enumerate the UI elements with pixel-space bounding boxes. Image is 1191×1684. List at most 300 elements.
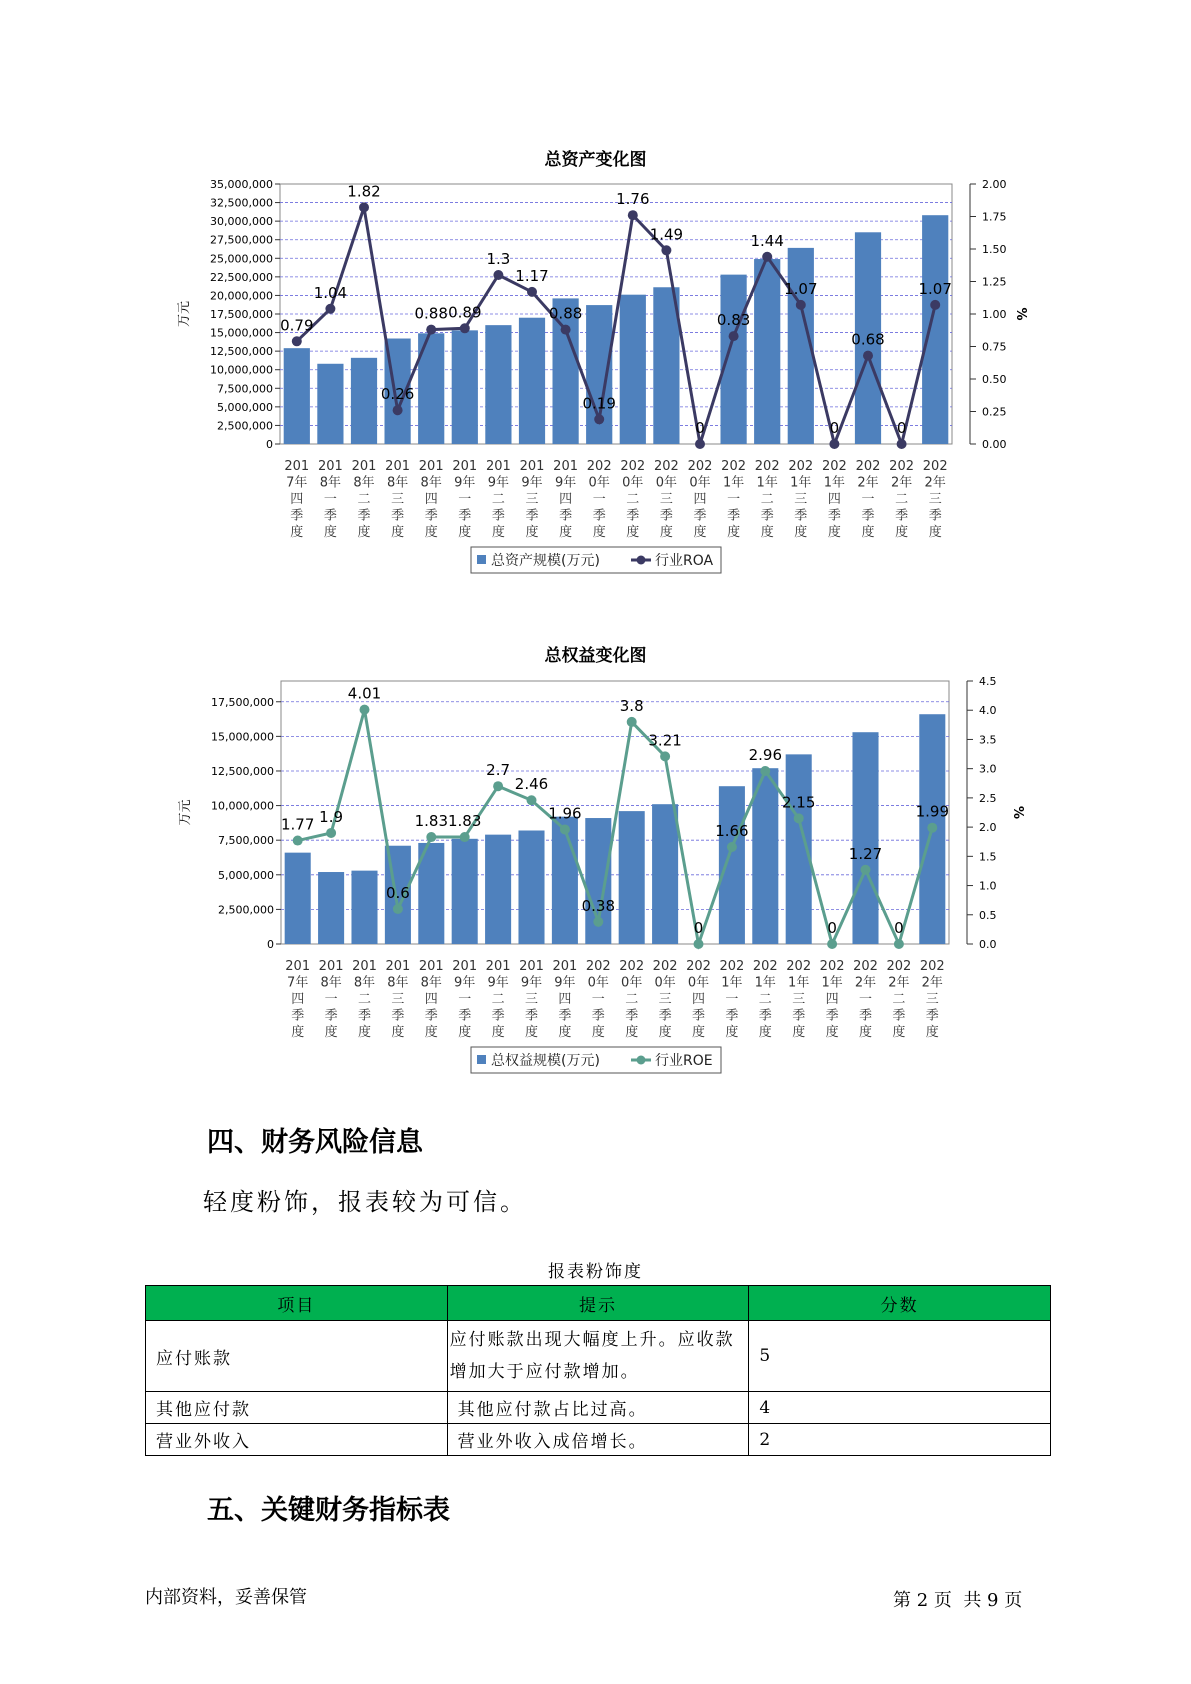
- x-tick-label: 度: [794, 525, 808, 540]
- x-tick-label: 201: [418, 459, 444, 474]
- data-label: 0: [695, 419, 705, 437]
- row-item: 营业外收入: [146, 1424, 448, 1456]
- y-tick-label: 2,500,000: [217, 419, 273, 433]
- line-point: [527, 287, 537, 297]
- x-tick-label: 201: [552, 959, 578, 974]
- x-tick-label: 2年: [921, 975, 943, 991]
- bar: [720, 275, 746, 444]
- row-score: 2: [749, 1424, 1051, 1456]
- x-tick-label: 三: [658, 992, 672, 1007]
- x-tick-label: 202: [652, 959, 678, 974]
- x-tick-label: 季: [861, 508, 875, 524]
- bar: [284, 348, 310, 444]
- bar: [485, 325, 511, 444]
- x-tick-label: 一: [591, 992, 605, 1007]
- data-label: 0.68: [851, 330, 885, 349]
- bar: [922, 215, 948, 444]
- y-tick-label: 10,000,000: [210, 363, 273, 377]
- x-tick-label: 一: [861, 492, 875, 507]
- y-tick-label: 27,500,000: [210, 233, 273, 247]
- data-label: 1.77: [280, 815, 315, 834]
- line-point: [729, 331, 739, 341]
- y-tick-label: 15,000,000: [210, 326, 273, 340]
- x-tick-label: 度: [659, 525, 673, 540]
- x-tick-label: 9年: [487, 975, 509, 991]
- data-label: 0.6: [385, 883, 410, 902]
- section4-heading: 四、财务风险信息: [207, 1127, 423, 1158]
- x-tick-label: 度: [591, 1025, 605, 1040]
- x-tick-label: 1年: [821, 975, 843, 991]
- data-label: 0: [827, 919, 837, 937]
- line-point: [695, 439, 705, 449]
- y2-tick-label: 1.25: [982, 275, 1007, 289]
- bar: [754, 259, 780, 444]
- chart2-title: 总权益变化图: [544, 646, 647, 666]
- bar: [552, 817, 578, 944]
- x-tick-label: 季: [658, 1008, 672, 1024]
- line-point: [527, 795, 537, 805]
- bar: [318, 872, 344, 944]
- x-tick-label: 四: [691, 992, 706, 1007]
- data-label: 1.83: [414, 812, 449, 831]
- line-point: [760, 766, 770, 776]
- data-label: 1.27: [848, 844, 883, 863]
- line-point: [927, 823, 937, 833]
- x-tick-label: 季: [524, 1008, 539, 1024]
- x-tick-label: 0年: [588, 475, 610, 491]
- line-point: [593, 917, 603, 927]
- line-point: [393, 405, 403, 415]
- x-tick-label: 二: [760, 492, 774, 507]
- line-point: [493, 781, 503, 791]
- row-hint: 应付账款出现大幅度上升。应收款增加大于应付款增加。: [447, 1321, 749, 1392]
- x-tick-label: 0年: [655, 475, 678, 491]
- bar: [518, 830, 544, 944]
- line-point: [661, 245, 671, 255]
- x-tick-label: 度: [626, 525, 640, 540]
- header-item: 项目: [146, 1286, 448, 1321]
- y-tick-label: 5,000,000: [218, 868, 274, 882]
- x-tick-label: 一: [727, 492, 741, 507]
- bar: [485, 835, 511, 944]
- line-point: [460, 323, 470, 333]
- x-tick-label: 2年: [857, 475, 879, 491]
- x-tick-label: 201: [385, 959, 411, 974]
- legend-label-line: 行业ROE: [655, 1053, 713, 1069]
- row-score: 4: [749, 1392, 1051, 1424]
- x-tick-label: 度: [491, 1025, 505, 1040]
- data-label: 1.3: [486, 250, 511, 268]
- x-tick-label: 201: [285, 959, 311, 974]
- x-tick-label: 202: [586, 459, 612, 474]
- x-tick-label: 四: [559, 492, 573, 507]
- y-tick-label: 7,500,000: [218, 834, 274, 848]
- x-tick-label: 三: [659, 492, 673, 507]
- line-point: [325, 304, 335, 314]
- x-tick-label: 度: [357, 525, 371, 540]
- table-row: [146, 1321, 1051, 1392]
- x-tick-label: 季: [592, 508, 606, 524]
- data-label: 1.96: [548, 804, 582, 823]
- data-label: 2.46: [514, 775, 549, 794]
- x-tick-label: 202: [754, 459, 780, 474]
- line-point: [326, 828, 336, 838]
- x-tick-label: 1年: [756, 475, 778, 491]
- x-tick-label: 9年: [554, 475, 577, 491]
- y2-tick-label: 1.00: [982, 308, 1007, 321]
- x-tick-label: 0年: [687, 975, 710, 991]
- x-tick-label: 四: [827, 492, 841, 507]
- y2-tick-label: 1.0: [979, 879, 997, 893]
- x-tick-label: 三: [792, 992, 806, 1007]
- section5-heading: 五、关键财务指标表: [207, 1495, 450, 1526]
- x-tick-label: 8年: [320, 975, 342, 991]
- x-tick-label: 季: [424, 1008, 438, 1024]
- x-tick-label: 202: [819, 959, 845, 974]
- data-label: 0.88: [414, 304, 448, 323]
- x-tick-label: 季: [591, 1008, 605, 1024]
- x-tick-label: 2年: [890, 475, 913, 491]
- data-label: 0.88: [548, 304, 583, 323]
- x-tick-label: 季: [424, 508, 438, 524]
- data-label: 3.8: [619, 696, 644, 715]
- x-tick-label: 201: [317, 459, 343, 474]
- y2-tick-label: 0.75: [982, 340, 1007, 354]
- x-tick-label: 度: [524, 1025, 539, 1040]
- y2-axis-label: %: [1013, 307, 1028, 321]
- y2-tick-label: 0.00: [982, 438, 1007, 451]
- data-label: 1.82: [347, 182, 381, 201]
- x-tick-label: 季: [323, 508, 337, 524]
- x-tick-label: 季: [558, 1008, 572, 1024]
- x-tick-label: 一: [725, 992, 739, 1007]
- x-tick-label: 二: [357, 992, 372, 1007]
- data-label: 1.9: [319, 807, 344, 826]
- bar: [317, 364, 343, 444]
- y-tick-label: 12,500,000: [210, 345, 273, 359]
- data-label: 1.76: [616, 190, 650, 209]
- x-tick-label: 2年: [888, 975, 910, 991]
- y2-tick-label: 2.00: [982, 178, 1007, 191]
- line-point: [460, 832, 470, 842]
- x-tick-label: 度: [625, 1025, 639, 1040]
- x-tick-label: 度: [391, 1025, 405, 1040]
- x-tick-label: 8年: [353, 475, 375, 491]
- x-tick-label: 202: [786, 959, 812, 974]
- x-tick-label: 201: [352, 959, 377, 974]
- x-tick-label: 202: [721, 459, 747, 474]
- y-tick-label: 25,000,000: [210, 252, 273, 266]
- x-tick-label: 四: [291, 992, 305, 1007]
- total-assets-chart: [0, 170, 1191, 600]
- x-tick-label: 202: [886, 959, 912, 974]
- x-tick-label: 9年: [521, 475, 543, 491]
- x-tick-label: 7年: [287, 975, 309, 991]
- x-tick-label: 四: [290, 492, 304, 507]
- x-tick-label: 度: [458, 525, 472, 540]
- x-tick-label: 0年: [622, 475, 644, 491]
- x-tick-label: 201: [452, 459, 478, 474]
- data-label: 0.79: [280, 316, 314, 335]
- x-tick-label: 度: [424, 525, 438, 540]
- bar: [519, 318, 545, 444]
- x-tick-label: 季: [892, 1008, 906, 1024]
- y2-tick-label: 2.0: [979, 821, 997, 835]
- x-tick-label: 季: [858, 1008, 873, 1024]
- x-tick-label: 四: [424, 492, 438, 507]
- x-tick-label: 9年: [454, 975, 476, 991]
- x-tick-label: 0年: [689, 475, 711, 491]
- legend-swatch-bar: [477, 555, 486, 564]
- y-tick-label: 17,500,000: [211, 695, 274, 709]
- y-tick-label: 12,500,000: [211, 764, 274, 778]
- x-tick-label: 度: [424, 1025, 438, 1040]
- x-tick-label: 季: [827, 508, 841, 524]
- x-tick-label: 201: [418, 959, 444, 974]
- x-tick-label: 季: [925, 1008, 939, 1024]
- legend-label-line: 行业ROA: [655, 553, 714, 569]
- legend-label-bar: 总权益规模(万元): [491, 1053, 600, 1069]
- y-tick-label: 20,000,000: [210, 289, 273, 303]
- x-tick-label: 201: [553, 459, 579, 474]
- risk-table-caption: 报表粉饰度: [548, 1262, 643, 1282]
- data-label: 1.99: [915, 802, 950, 821]
- x-tick-label: 季: [626, 508, 640, 524]
- x-tick-label: 202: [889, 459, 915, 474]
- x-tick-label: 202: [919, 959, 945, 974]
- total-equity-chart: [0, 666, 1191, 1096]
- data-label: 1.44: [750, 231, 784, 250]
- y2-tick-label: 2.5: [979, 791, 997, 805]
- x-tick-label: 季: [794, 508, 808, 524]
- header-hint: 提示: [447, 1286, 749, 1321]
- line-point: [796, 300, 806, 310]
- x-tick-label: 三: [391, 992, 405, 1007]
- x-tick-label: 2年: [854, 975, 877, 991]
- x-tick-label: 季: [727, 508, 741, 524]
- x-tick-label: 三: [928, 492, 942, 507]
- data-label: 0: [894, 919, 904, 937]
- x-tick-label: 季: [760, 508, 774, 524]
- x-tick-label: 度: [758, 1025, 772, 1040]
- data-label: 1.49: [649, 225, 684, 244]
- x-tick-label: 四: [825, 992, 839, 1007]
- x-tick-label: 二: [626, 492, 640, 507]
- x-tick-label: 201: [318, 959, 344, 974]
- data-label: 3.21: [648, 731, 682, 750]
- x-tick-label: 201: [351, 459, 377, 474]
- x-tick-label: 201: [519, 459, 545, 474]
- data-label: 0.26: [380, 385, 415, 404]
- x-tick-label: 季: [758, 1008, 772, 1024]
- x-tick-label: 1年: [754, 975, 776, 991]
- line-point: [727, 842, 737, 852]
- y2-tick-label: 0.50: [982, 373, 1007, 386]
- y-tick-label: 32,500,000: [210, 196, 273, 210]
- row-score: 5: [749, 1321, 1051, 1392]
- line-point: [426, 325, 436, 335]
- x-tick-label: 季: [825, 1008, 839, 1024]
- x-tick-label: 季: [290, 508, 304, 524]
- y-tick-label: 15,000,000: [211, 730, 274, 744]
- x-tick-label: 度: [592, 525, 606, 540]
- x-tick-label: 一: [458, 492, 472, 507]
- x-tick-label: 二: [758, 992, 772, 1007]
- legend-label-bar: 总资产规模(万元): [491, 553, 600, 569]
- x-tick-label: 1年: [722, 475, 745, 491]
- footer-page-number: 第 2 页 共 9 页: [893, 1590, 1023, 1611]
- y-tick-label: 2,500,000: [218, 903, 274, 917]
- y-tick-label: 10,000,000: [211, 799, 274, 813]
- line-point: [762, 252, 772, 262]
- y-tick-label: 17,500,000: [210, 308, 273, 321]
- header-score: 分数: [749, 1286, 1051, 1321]
- x-tick-label: 9年: [487, 475, 510, 491]
- x-tick-label: 度: [861, 525, 875, 540]
- line-point: [627, 717, 637, 727]
- x-tick-label: 季: [928, 508, 942, 524]
- x-tick-label: 度: [290, 525, 304, 540]
- y-tick-label: 35,000,000: [210, 178, 273, 191]
- x-tick-label: 二: [491, 492, 505, 507]
- data-label: 1.04: [313, 283, 348, 302]
- x-tick-label: 度: [559, 525, 573, 540]
- x-tick-label: 度: [727, 525, 741, 540]
- x-tick-label: 季: [693, 508, 707, 524]
- risk-table: [145, 1285, 1051, 1456]
- x-tick-label: 202: [855, 459, 881, 474]
- line-point: [560, 824, 570, 834]
- line-point: [863, 351, 873, 361]
- x-tick-label: 度: [825, 1025, 839, 1040]
- risk-summary-text: 轻度粉饰，报表较为可信。: [203, 1188, 527, 1216]
- x-tick-label: 季: [491, 508, 505, 524]
- y2-tick-label: 0.0: [979, 938, 997, 951]
- x-tick-label: 季: [659, 508, 673, 524]
- x-tick-label: 季: [324, 1008, 338, 1024]
- x-tick-label: 一: [592, 492, 606, 507]
- line-point: [359, 202, 369, 212]
- line-point: [393, 904, 403, 914]
- bar: [620, 295, 646, 444]
- footer-confidential: 内部资料，妥善保管: [145, 1587, 307, 1608]
- x-tick-label: 度: [925, 1025, 939, 1040]
- x-tick-label: 季: [391, 508, 405, 524]
- y2-tick-label: 3.0: [979, 762, 997, 776]
- x-tick-label: 一: [323, 492, 337, 507]
- line-point: [894, 939, 904, 949]
- bar: [652, 804, 678, 944]
- line-point: [360, 705, 370, 715]
- data-label: 1.07: [918, 279, 952, 298]
- table-row: [146, 1392, 1051, 1424]
- line-point: [861, 865, 871, 875]
- x-tick-label: 202: [752, 959, 778, 974]
- x-tick-label: 202: [719, 959, 745, 974]
- y-tick-label: 5,000,000: [217, 400, 273, 414]
- x-tick-label: 0年: [621, 975, 643, 991]
- y2-tick-label: 4.0: [979, 704, 997, 718]
- data-label: 1.07: [784, 279, 818, 298]
- x-tick-label: 季: [725, 1008, 739, 1024]
- x-tick-label: 2年: [924, 475, 946, 491]
- y-axis-label: 万元: [178, 799, 193, 826]
- x-tick-label: 度: [725, 1025, 739, 1040]
- x-tick-label: 二: [625, 992, 639, 1007]
- data-label: 2.96: [748, 746, 783, 765]
- bar: [852, 732, 878, 944]
- x-tick-label: 9年: [454, 475, 476, 491]
- row-item: 其他应付款: [146, 1392, 448, 1424]
- data-label: 0.83: [716, 311, 751, 330]
- x-tick-label: 度: [658, 1025, 672, 1040]
- x-tick-label: 二: [357, 492, 371, 507]
- x-tick-label: 度: [858, 1025, 873, 1040]
- x-tick-label: 202: [687, 459, 713, 474]
- line-point: [794, 813, 804, 823]
- x-tick-label: 度: [928, 525, 942, 540]
- y-tick-label: 0: [267, 938, 274, 951]
- x-tick-label: 201: [385, 459, 411, 474]
- x-tick-label: 1年: [823, 475, 846, 491]
- data-label: 1.66: [715, 821, 749, 840]
- y2-tick-label: 0.25: [982, 405, 1007, 419]
- x-tick-label: 度: [792, 1025, 806, 1040]
- line-point: [660, 751, 670, 761]
- x-tick-label: 202: [620, 459, 646, 474]
- y2-tick-label: 1.75: [982, 210, 1007, 224]
- x-tick-label: 201: [452, 959, 478, 974]
- x-tick-label: 202: [686, 959, 711, 974]
- x-tick-label: 1年: [788, 975, 810, 991]
- line-point: [829, 439, 839, 449]
- x-tick-label: 202: [653, 459, 679, 474]
- x-tick-label: 8年: [319, 475, 342, 491]
- y2-axis-label: %: [1010, 805, 1025, 820]
- x-tick-label: 度: [291, 1025, 305, 1040]
- x-tick-label: 季: [625, 1008, 639, 1024]
- x-tick-label: 度: [558, 1025, 572, 1040]
- line-point: [561, 325, 571, 335]
- x-tick-label: 季: [357, 508, 371, 524]
- x-tick-label: 度: [895, 525, 909, 540]
- line-point: [930, 300, 940, 310]
- x-tick-label: 1年: [721, 975, 743, 991]
- x-tick-label: 四: [424, 992, 438, 1007]
- x-tick-label: 度: [760, 525, 774, 540]
- x-tick-label: 202: [853, 959, 878, 974]
- bar: [719, 786, 745, 944]
- x-tick-label: 9年: [554, 975, 576, 991]
- data-label: 1.17: [515, 266, 549, 285]
- x-tick-label: 一: [858, 992, 873, 1007]
- bar: [452, 839, 478, 944]
- line-point: [426, 832, 436, 842]
- row-item: 应付账款: [146, 1321, 448, 1392]
- data-label: 0.89: [448, 303, 482, 322]
- data-label: 1.83: [447, 812, 482, 831]
- x-tick-label: 0年: [654, 975, 676, 991]
- x-tick-label: 201: [519, 959, 544, 974]
- x-tick-label: 202: [788, 459, 814, 474]
- row-hint: 营业外收入成倍增长。: [447, 1424, 749, 1456]
- x-tick-label: 度: [525, 525, 539, 540]
- x-tick-label: 三: [794, 492, 808, 507]
- line-point: [628, 210, 638, 220]
- x-tick-label: 8年: [387, 975, 409, 991]
- bar: [351, 871, 377, 944]
- x-tick-label: 一: [324, 992, 338, 1007]
